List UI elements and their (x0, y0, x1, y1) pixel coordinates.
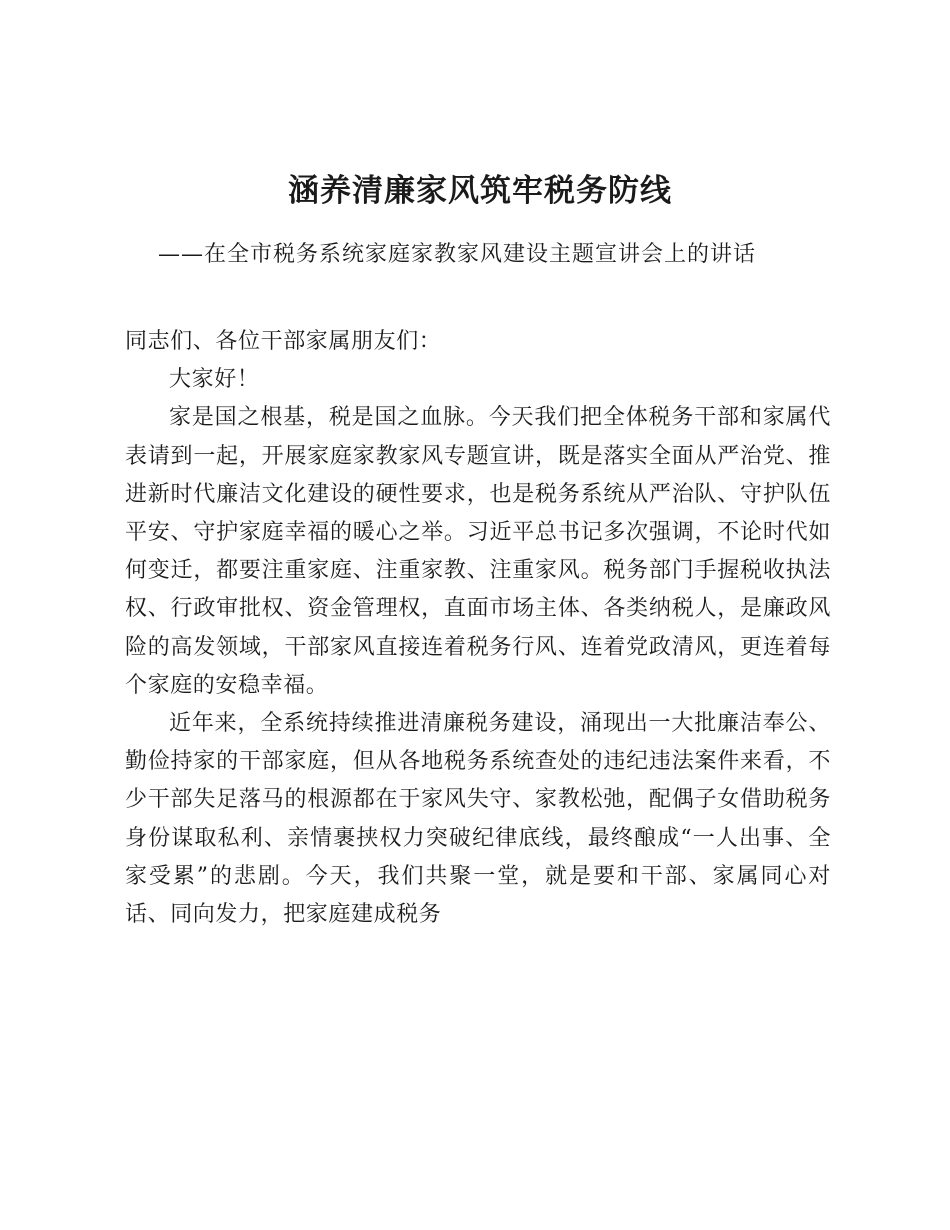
body-paragraph: 近年来，全系统持续推进清廉税务建设，涌现出一大批廉洁奉公、勤俭持家的干部家庭，但从各地税务系统查处的违纪违法案件来看，不少干部失足落马的根源都在于家风失守、家教松弛，配偶子女借助税务身份谋取私利、亲情裹挟权力突破纪律底线，最终酿成“一人出事、全家受累”的悲剧。今天，我们共聚一堂，就是要和干部、家属同心对话、同向发力，把家庭建成税务 (125, 711, 831, 928)
body-paragraph: 家是国之根基，税是国之血脉。今天我们把全体税务干部和家属代表请到一起，开展家庭家教家风专题宣讲，既是落实全面从严治党、推进新时代廉洁文化建设的硬性要求，也是税务系统从严治队、守护队伍平安、守护家庭幸福的暖心之举。习近平总书记多次强调，不论时代如何变迁，都要注重家庭、注重家教、注重家风。税务部门手握税收执法权、行政审批权、资金管理权，直面市场主体、各类纳税人，是廉政风险的高发领域，干部家风直接连着税务行风、连着党政清风，更连着每个家庭的安稳幸福。 (125, 405, 831, 698)
greeting: 大家好！ (169, 367, 260, 393)
salutation: 同志们、各位干部家属朋友们： (125, 329, 442, 354)
document-body (125, 323, 831, 934)
document-title: 涵养清廉家风筑牢税务防线 (288, 173, 672, 209)
document-subtitle: ——在全市税务系统家庭家教家风建设主题宣讲会上的讲话 (158, 242, 757, 267)
